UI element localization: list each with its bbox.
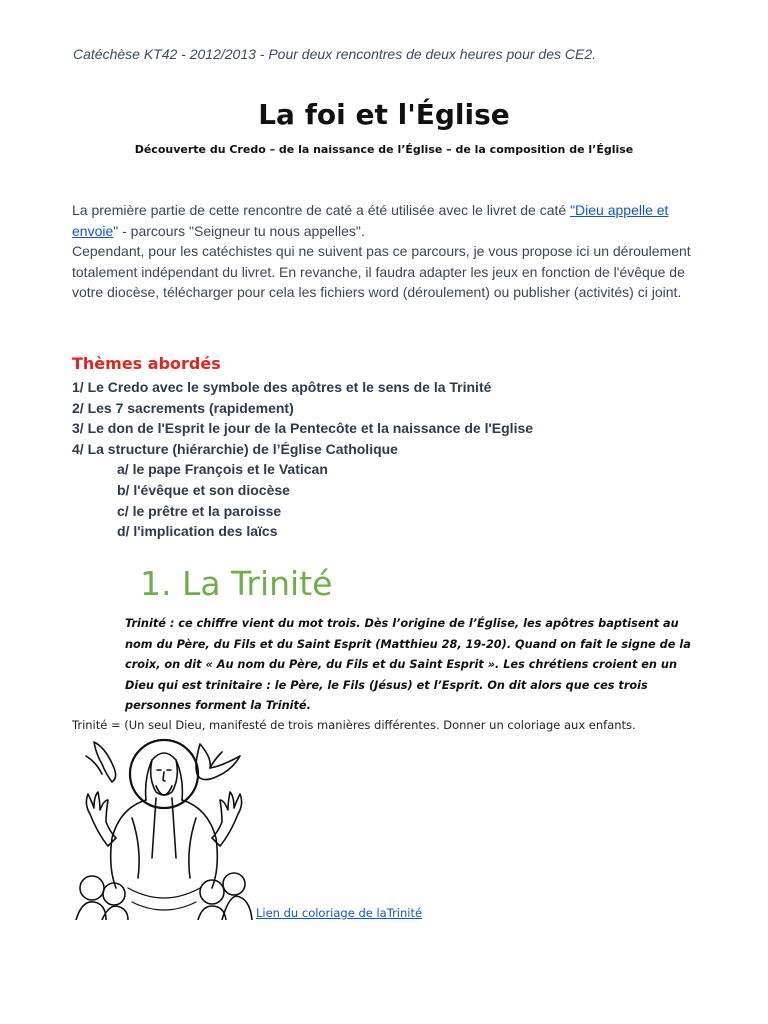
intro-text-end: " - parcours "Seigneur tu nous appelles". <box>113 222 365 239</box>
header-note: Catéchèse KT42 - 2012/2013 - Pour deux rencontres de deux heures pour des CE2. <box>73 46 596 62</box>
theme-item: 1/ Le Credo avec le symbole des apôtres et le sens de la Trinité <box>72 379 492 395</box>
theme-sub-item: a/ le pape François et le Vatican <box>117 461 328 478</box>
theme-sub-item: c/ le prêtre et la paroisse <box>117 502 282 519</box>
theme-item: 3/ Le don de l'Esprit le jour de la Pentecôte et la naissance de l'Eglise <box>72 420 534 437</box>
trinity-paragraph: Trinité : ce chiffre vient du mot trois. Dès l’origine de l’Église, les apôtres baptisent au nom du Père, du Fils et du Saint Esprit (Matthieu 28, 19-20). Quand on fait le signe de la croix, on dit « Au nom du Père, du Fils et du Saint Esprit ». Les chrétiens croient en un Dieu qui est trinitaire : le Père, le Fils (Jésus) et l’Esprit. On dit alors que ces trois personnes forment la Trinité. <box>125 617 691 713</box>
document-title: La foi et l'Église <box>258 98 510 131</box>
theme-sub-item: d/ l'implication des laïcs <box>117 523 278 540</box>
document-subtitle: Découverte du Credo – de la naissance de l’Église – de la composition de l’Église <box>134 143 634 156</box>
intro-text-start: La première partie de cette rencontre de caté a été utilisée avec le livret de caté <box>72 202 571 218</box>
section-heading-trinity: 1. La Trinité <box>140 564 333 603</box>
intro-paragraph <box>72 200 712 303</box>
theme-sub-item: b/ l'évêque et son diocèse <box>117 481 290 498</box>
themes-title: Thèmes abordés <box>72 354 221 373</box>
coloring-link[interactable]: Lien du coloriage de laTrinité <box>256 906 423 920</box>
trinity-coloring-image <box>72 738 256 920</box>
trinity-definition: Trinité = (Un seul Dieu, manifesté de trois manières différentes. Donner un coloriage aux enfants. <box>72 718 636 732</box>
theme-item: 2/ Les 7 sacrements (rapidement) <box>72 399 294 416</box>
themes-list <box>72 377 732 542</box>
livret-link[interactable]: "Dieu appelle et envoie <box>72 202 669 239</box>
intro-paragraph-2: Cependant, pour les catéchistes qui ne suivent pas ce parcours, je vous propose ici un déroulement totalement indépendant du livret. En revanche, il faudra adapter les jeux en fonction de l'évêque de votre diocèse, télécharger pour cela les fichiers word (déroulement) ou publisher (activités) ci joint. <box>72 243 691 301</box>
theme-item: 4/ La structure (hiérarchie) de l’Église Catholique <box>72 440 398 457</box>
